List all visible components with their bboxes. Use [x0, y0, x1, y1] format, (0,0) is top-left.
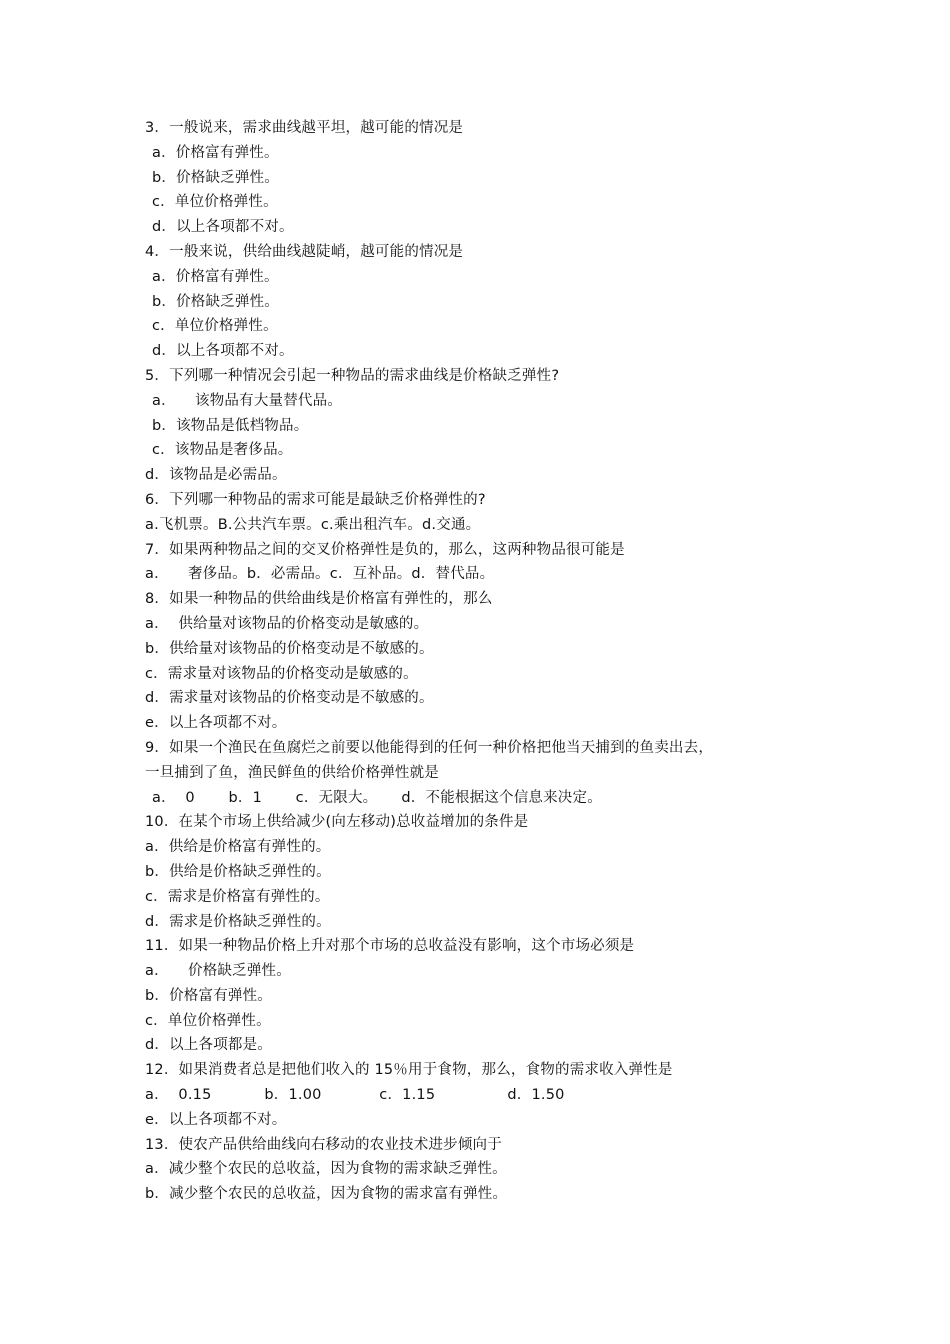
- text-line: d．以上各项都不对。: [152, 343, 294, 360]
- text-line: a． 奢侈品。b．必需品。c．互补品。d．替代品。: [145, 566, 495, 583]
- text-line: a．减少整个农民的总收益，因为食物的需求缺乏弹性。: [145, 1161, 507, 1178]
- text-line: 一旦捕到了鱼，渔民鲜鱼的供给价格弹性就是: [145, 764, 439, 781]
- text-line: 6．下列哪一种物品的需求可能是最缺乏价格弹性的?: [145, 491, 486, 508]
- text-line: d．需求是价格缺乏弹性的。: [145, 913, 331, 930]
- text-line: a．供给是价格富有弹性的。: [145, 839, 331, 856]
- text-line: b．供给量对该物品的价格变动是不敏感的。: [145, 640, 434, 657]
- text-line: b．价格缺乏弹性。: [152, 169, 280, 186]
- text-line: 10．在某个市场上供给减少(向左移动)总收益增加的条件是: [145, 814, 529, 831]
- text-line: a． 0 b．1 c．无限大。 d．不能根据这个信息来决定。: [152, 789, 602, 806]
- text-line: 4．一般来说，供给曲线越陡峭，越可能的情况是: [145, 243, 464, 260]
- text-line: b．价格缺乏弹性。: [152, 293, 280, 310]
- text-line: d．以上各项都是。: [145, 1037, 273, 1054]
- text-line: a． 价格缺乏弹性。: [145, 963, 291, 980]
- text-line: a.飞机票。B.公共汽车票。c.乘出租汽车。d.交通。: [145, 516, 481, 533]
- text-line: 12．如果消费者总是把他们收入的 15％用于食物，那么，食物的需求收入弹性是: [145, 1062, 673, 1079]
- text-line: d．以上各项都不对。: [152, 219, 294, 236]
- text-line: b．价格富有弹性。: [145, 987, 273, 1004]
- text-line: 5．下列哪一种情况会引起一种物品的需求曲线是价格缺乏弹性?: [145, 367, 560, 384]
- text-line: 13．使农产品供给曲线向右移动的农业技术进步倾向于: [145, 1136, 502, 1153]
- text-line: a．价格富有弹性。: [152, 144, 279, 161]
- text-line: b．减少整个农民的总收益，因为食物的需求富有弹性。: [145, 1186, 508, 1203]
- text-line: c．需求量对该物品的价格变动是敏感的。: [145, 665, 418, 682]
- text-line: c．单位价格弹性。: [145, 1012, 271, 1029]
- text-line: a．价格富有弹性。: [152, 268, 279, 285]
- text-line: c．需求是价格富有弹性的。: [145, 888, 330, 905]
- text-line: 3．一般说来，需求曲线越平坦，越可能的情况是: [145, 120, 464, 136]
- text-line: e．以上各项都不对。: [145, 1111, 287, 1128]
- text-line: e．以上各项都不对。: [145, 715, 287, 732]
- text-line: a． 该物品有大量替代品。: [152, 392, 343, 409]
- text-line: a． 供给量对该物品的价格变动是敏感的。: [145, 615, 429, 632]
- text-line: 8．如果一种物品的供给曲线是价格富有弹性的，那么: [145, 591, 493, 608]
- text-line: b．该物品是低档物品。: [152, 417, 309, 434]
- text-line: b．供给是价格缺乏弹性的。: [145, 863, 331, 880]
- text-line: 11．如果一种物品价格上升对那个市场的总收益没有影响，这个市场必须是: [145, 938, 635, 955]
- text-line: 9．如果一个渔民在鱼腐烂之前要以他能得到的任何一种价格把他当天捕到的鱼卖出去，: [145, 739, 714, 756]
- text-line: c．单位价格弹性。: [152, 194, 278, 211]
- text-line: d．需求量对该物品的价格变动是不敏感的。: [145, 690, 434, 707]
- text-line: 7．如果两种物品之间的交叉价格弹性是负的，那么，这两种物品很可能是: [145, 541, 625, 558]
- text-line: a． 0.15 b．1.00 c．1.15 d．1.50: [145, 1087, 565, 1104]
- question-list: [145, 116, 825, 1207]
- text-line: c．该物品是奢侈品。: [152, 442, 293, 459]
- text-line: c．单位价格弹性。: [152, 318, 278, 335]
- text-line: d．该物品是必需品。: [145, 467, 287, 484]
